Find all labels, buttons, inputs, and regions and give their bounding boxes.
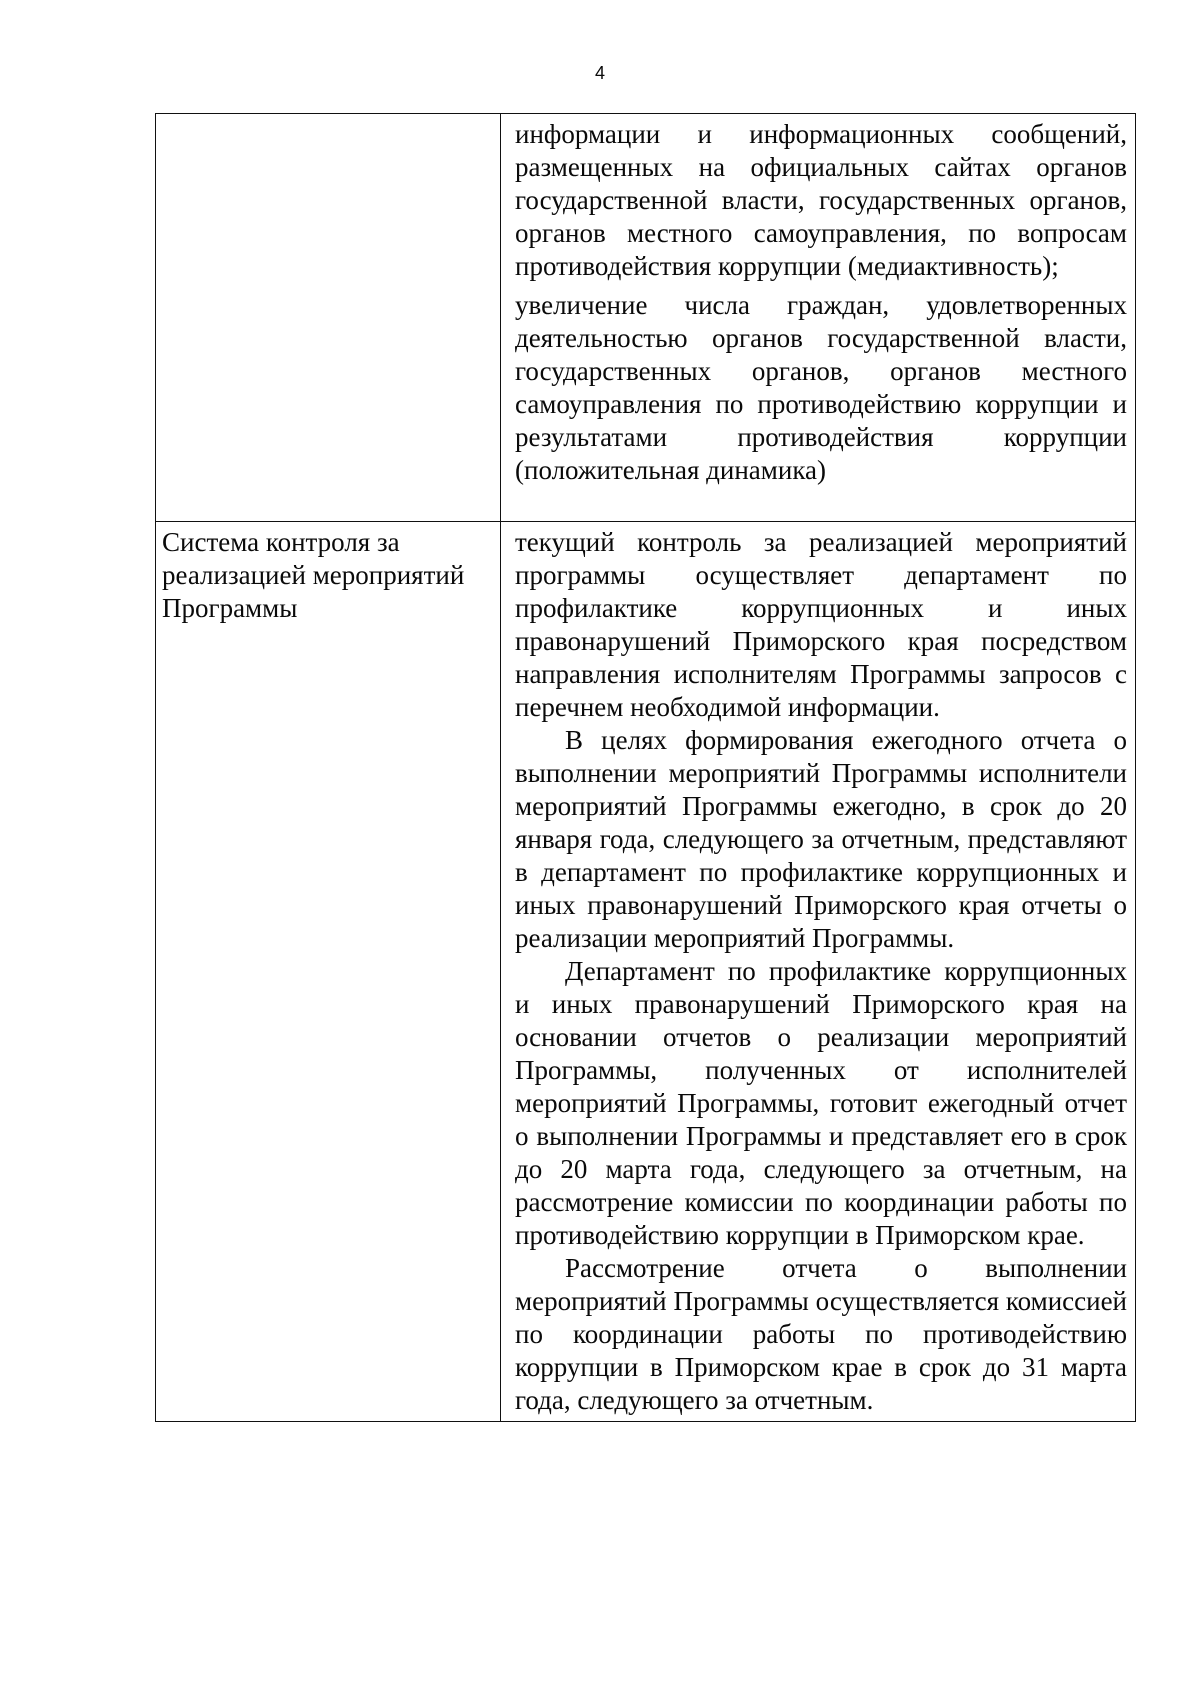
page-number: 4: [594, 63, 605, 83]
table-row: [156, 522, 1136, 1422]
row-label-cell: [156, 522, 501, 1422]
row-label-control-system: Система контроля за реализацией мероприятий Программы: [162, 527, 465, 623]
program-passport-table: [155, 113, 1136, 1422]
paragraph-citizen-satisfaction: увеличение числа граждан, удовлетворенных деятельностью органов государственной власти, государственных органов, органов местного самоуправления по противодействию коррупции и результатами противодействия коррупции (положительная динамика): [515, 290, 1127, 485]
paragraph-annual-report: В целях формирования ежегодного отчета о выполнении мероприятий Программы исполнители мероприятий Программы ежегодно, в срок до 20 января года, следующего за отчетным, представляют в департамент по профилактике коррупционных и иных правонарушений Приморского края отчеты о реализации мероприятий Программы.: [515, 725, 1127, 953]
row-content-cell: [501, 114, 1136, 522]
table-row: [156, 114, 1136, 522]
paragraph-mediaactivity: информации и информационных сообщений, размещенных на официальных сайтах органов государственной власти, государственных органов, органов местного самоуправления, по вопросам противодействия коррупции (медиактивность);: [515, 119, 1127, 281]
paragraph-department-report: Департамент по профилактике коррупционных и иных правонарушений Приморского края на основании отчетов о реализации мероприятий Программы, полученных от исполнителей мероприятий Программы, готовит ежегодный отчет о выполнении Программы и представляет его в срок до 20 марта года, следующего за отчетным, на рассмотрение комиссии по координации работы по противодействию коррупции в Приморском крае.: [515, 956, 1127, 1250]
paragraph-current-control: текущий контроль за реализацией мероприятий программы осуществляет департамент по профилактике коррупционных и иных правонарушений Приморского края посредством направления исполнителям Программы запросов с перечнем необходимой информации.: [515, 527, 1127, 722]
paragraph-report-review: Рассмотрение отчета о выполнении мероприятий Программы осуществляется комиссией по координации работы по противодействию коррупции в Приморском крае в срок до 31 марта года, следующего за отчетным.: [515, 1253, 1127, 1415]
row-label-cell: [156, 114, 501, 522]
row-content-cell: [501, 522, 1136, 1422]
